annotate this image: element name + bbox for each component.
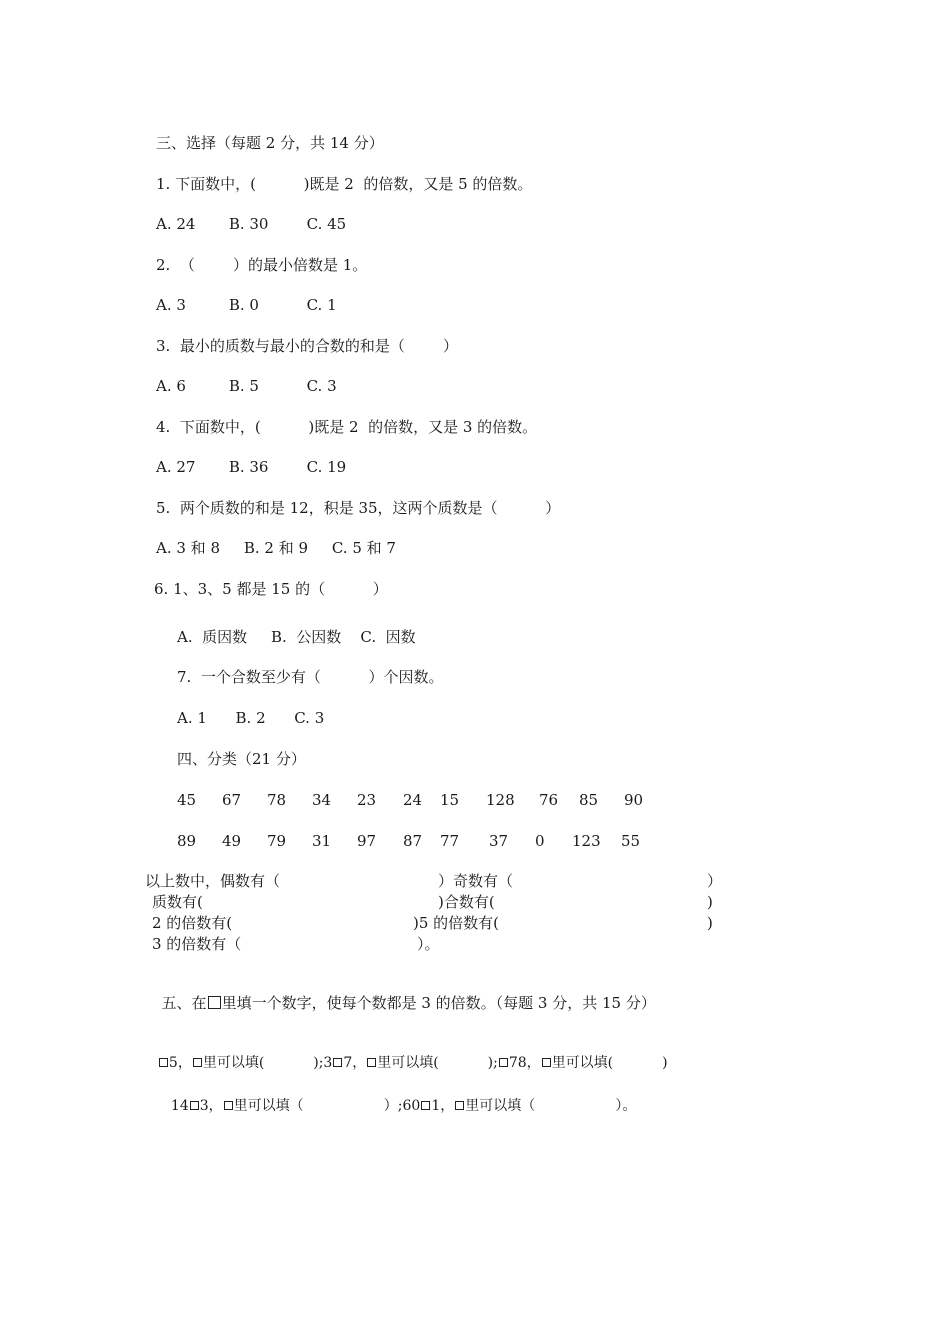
small-square-icon: [455, 1101, 464, 1110]
multiple-2-label: 2 的倍数有(: [152, 914, 233, 932]
small-square-icon: [193, 1058, 202, 1067]
prime-label: 质数有(: [152, 893, 203, 911]
number: 0: [535, 832, 545, 850]
small-square-icon: [190, 1101, 199, 1110]
number: 123: [572, 832, 601, 850]
number: 24: [403, 791, 423, 809]
small-square-icon: [542, 1058, 551, 1067]
composite-label: )合数有(: [438, 893, 495, 911]
number: 79: [267, 832, 287, 850]
number: 128: [486, 791, 515, 809]
question-7: 7. 一个合数至少有（ ）个因数。: [177, 668, 444, 686]
section-3-title: 三、选择（每题 2 分，共 14 分）: [156, 134, 384, 152]
number: 90: [624, 791, 644, 809]
fill-item: 78， 里可以填( ): [498, 1055, 668, 1071]
number: 37: [489, 832, 509, 850]
question-6: 6. 1、3、5 都是 15 的（ ）: [154, 580, 388, 598]
multiple-5-close: ): [707, 914, 713, 932]
fill-item: 5， 里可以填( );: [158, 1055, 324, 1071]
question-3: 3. 最小的质数与最小的合数的和是（ ）: [156, 337, 458, 355]
number: 23: [357, 791, 377, 809]
question-2-options: A. 3 B. 0 C. 1: [156, 296, 337, 314]
fill-line-1: [149, 1033, 668, 1073]
number: 34: [312, 791, 332, 809]
even-label: 以上数中，偶数有（: [145, 872, 281, 890]
question-4: 4. 下面数中，( )既是 2 的倍数，又是 3 的倍数。: [156, 418, 538, 436]
number: 89: [177, 832, 197, 850]
odd-close: ）: [707, 872, 723, 890]
small-square-icon: [333, 1058, 342, 1067]
number: 55: [621, 832, 641, 850]
small-square-icon: [224, 1101, 233, 1110]
fill-line-2: [162, 1076, 636, 1116]
number: 31: [312, 832, 332, 850]
question-7-options: A. 1 B. 2 C. 3: [177, 709, 325, 727]
fill-item: 14 3， 里可以填（ ）;: [170, 1098, 403, 1114]
number: 15: [440, 791, 460, 809]
number: 87: [403, 832, 423, 850]
square-box-icon: [208, 996, 221, 1009]
number: 77: [440, 832, 460, 850]
small-square-icon: [367, 1058, 376, 1067]
odd-label: ）奇数有（: [438, 872, 514, 890]
number: 76: [539, 791, 559, 809]
question-1: 1. 下面数中，( )既是 2 的倍数，又是 5 的倍数。: [156, 175, 533, 193]
question-3-options: A. 6 B. 5 C. 3: [156, 377, 337, 395]
small-square-icon: [421, 1101, 430, 1110]
section-5-title-a: 五、在: [161, 994, 207, 1012]
question-5: 5. 两个质数的和是 12，积是 35，这两个质数是（ ）: [156, 499, 561, 517]
number: 78: [267, 791, 287, 809]
number: 67: [222, 791, 242, 809]
composite-close: ): [707, 893, 713, 911]
multiple-3-close: ）。: [417, 935, 440, 953]
question-5-options: A. 3 和 8 B. 2 和 9 C. 5 和 7: [156, 539, 396, 557]
number: 45: [177, 791, 197, 809]
multiple-3-label: 3 的倍数有（: [152, 935, 242, 953]
number: 85: [579, 791, 599, 809]
small-square-icon: [499, 1058, 508, 1067]
multiple-5-label: )5 的倍数有(: [413, 914, 500, 932]
section-4-title: 四、分类（21 分）: [177, 750, 306, 768]
fill-item: 3 7， 里可以填( );: [323, 1055, 498, 1071]
section-5-title: [152, 973, 656, 1013]
question-2: 2. （ ）的最小倍数是 1。: [156, 256, 368, 274]
question-4-options: A. 27 B. 36 C. 19: [156, 458, 347, 476]
number: 49: [222, 832, 242, 850]
question-1-options: A. 24 B. 30 C. 45: [156, 215, 347, 233]
section-5-title-b: 里填一个数字，使每个数都是 3 的倍数。（每题 3 分，共 15 分）: [221, 994, 656, 1012]
number: 97: [357, 832, 377, 850]
fill-item: 60 1， 里可以填（ ）。: [402, 1098, 637, 1114]
small-square-icon: [159, 1058, 168, 1067]
question-6-options: A. 质因数 B. 公因数 C. 因数: [177, 628, 416, 646]
